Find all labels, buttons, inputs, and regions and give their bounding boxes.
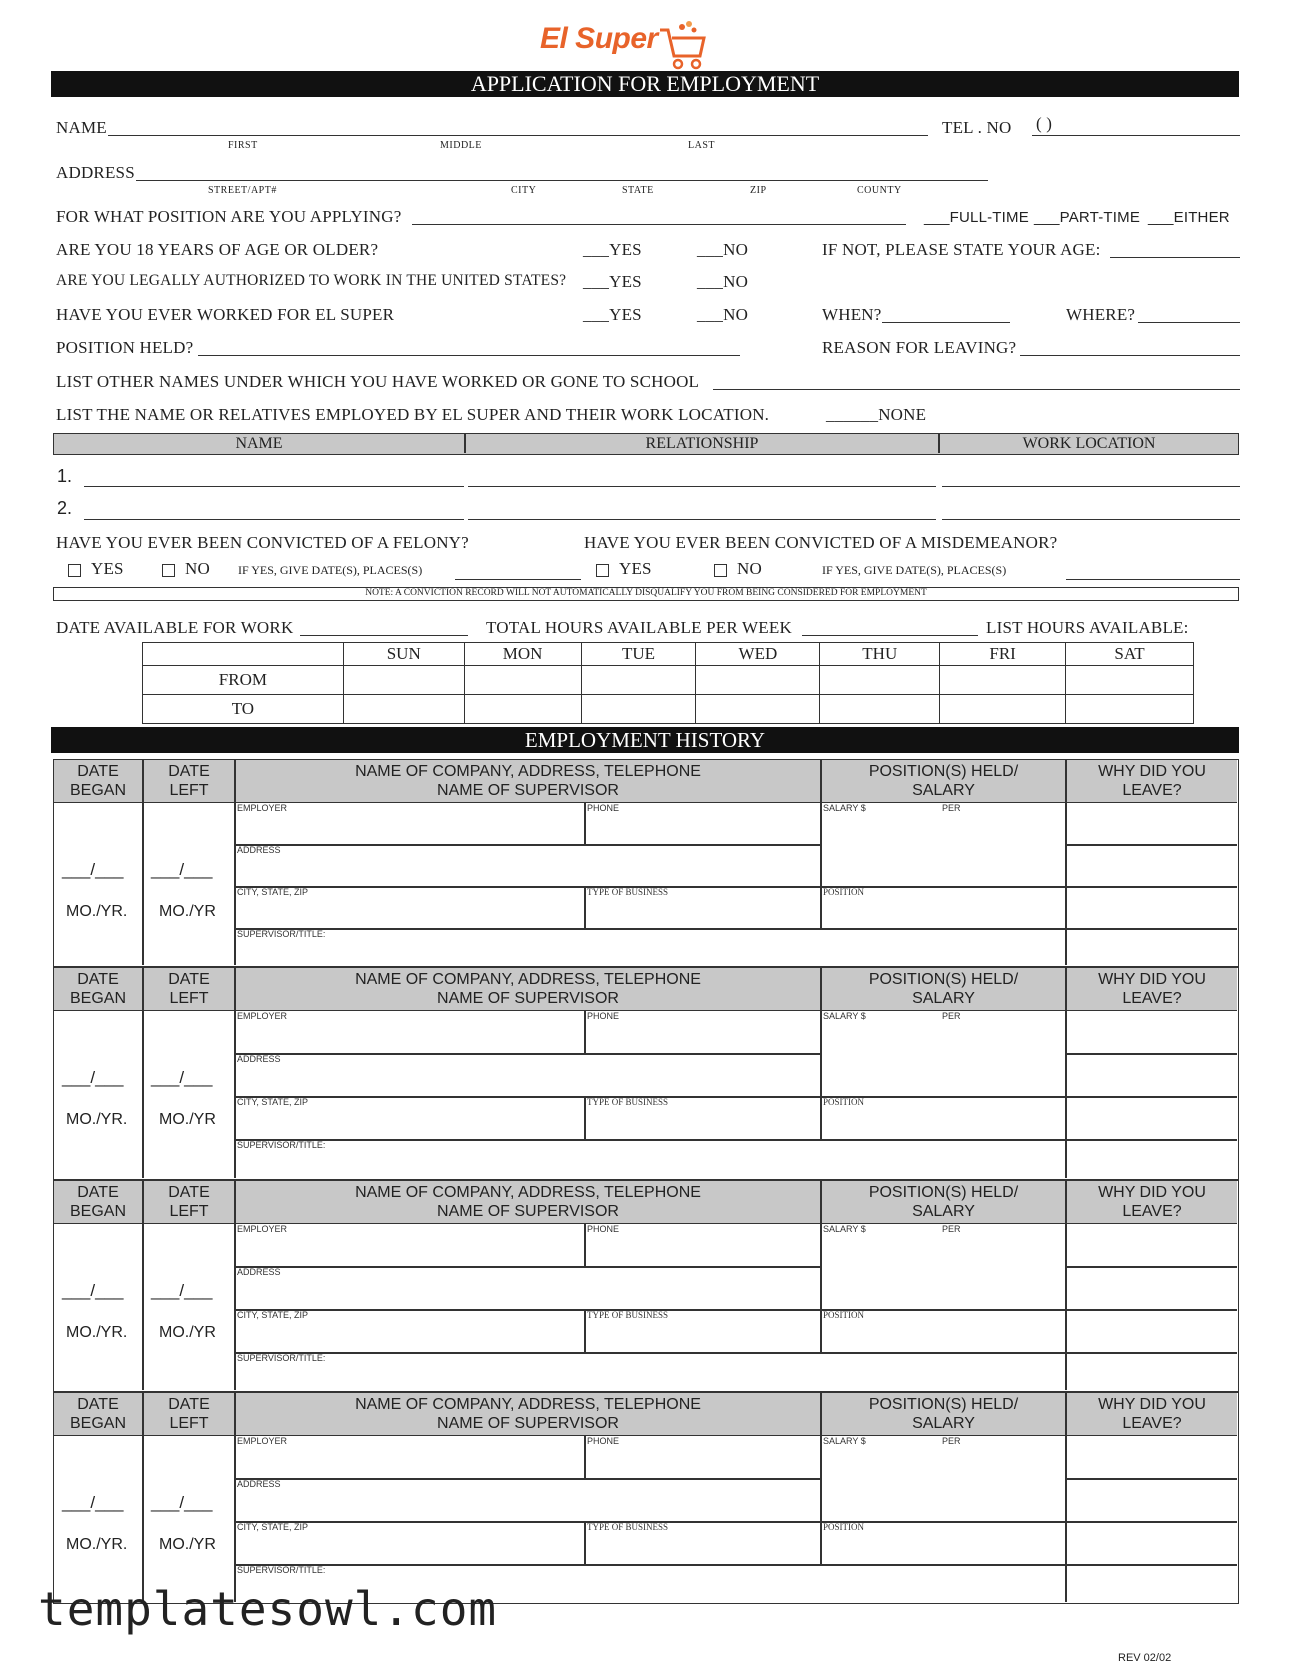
- last-sublabel: LAST: [688, 140, 715, 151]
- county-sublabel: COUNTY: [857, 185, 902, 196]
- address-label: ADDRESS: [237, 1479, 281, 1489]
- date-began-format: MO./YR.: [66, 1536, 128, 1553]
- hours-cell[interactable]: [820, 695, 940, 724]
- position-salary-header: POSITION(S) HELD/ SALARY: [868, 763, 1019, 799]
- why-leave-header: WHY DID YOU LEAVE?: [1098, 763, 1206, 799]
- relative-1-relationship[interactable]: [468, 486, 936, 487]
- date-left-format: MO./YR: [159, 1324, 216, 1341]
- position-question: FOR WHAT POSITION ARE YOU APPLYING?: [56, 207, 402, 226]
- age-no[interactable]: ___NO: [697, 240, 749, 259]
- position-held-field[interactable]: [198, 355, 740, 356]
- date-began-header: DATE BEGAN: [69, 763, 126, 799]
- date-began-header: DATE BEGAN: [69, 1184, 126, 1220]
- per-label: PER: [942, 803, 961, 813]
- watermark: templatesowl.com: [38, 1582, 498, 1636]
- reason-field[interactable]: [1020, 355, 1240, 356]
- company-header: NAME OF COMPANY, ADDRESS, TELEPHONE NAME OF SUPERVISOR: [355, 1396, 701, 1432]
- day-header: SAT: [1066, 643, 1194, 666]
- name-label: NAME: [56, 118, 107, 137]
- city-state-zip-label: CITY, STATE, ZIP: [237, 887, 309, 897]
- hours-cell[interactable]: [696, 666, 820, 695]
- date-left-header: DATE LEFT: [168, 1184, 210, 1220]
- phone-label: PHONE: [587, 1436, 620, 1446]
- hours-cell[interactable]: [1066, 695, 1194, 724]
- city-state-zip-label: CITY, STATE, ZIP: [237, 1097, 309, 1107]
- part-time-option[interactable]: ___PART-TIME: [1034, 209, 1141, 226]
- employer-label: EMPLOYER: [237, 1011, 288, 1021]
- day-header: FRI: [940, 643, 1066, 666]
- day-header: SUN: [343, 643, 464, 666]
- date-left-field[interactable]: ___/___: [151, 1493, 213, 1512]
- el-super-logo: [540, 18, 700, 70]
- misdemeanor-details-field[interactable]: [1066, 579, 1240, 580]
- hours-cell[interactable]: [464, 666, 581, 695]
- state-sublabel: STATE: [622, 185, 654, 196]
- date-left-header: DATE LEFT: [168, 763, 210, 799]
- relatives-header: [53, 433, 1239, 455]
- date-left-format: MO./YR: [159, 1536, 216, 1553]
- address-label: ADDRESS: [237, 1054, 281, 1064]
- logo-text: El Super: [540, 22, 658, 55]
- supervisor-label: SUPERVISOR/TITLE:: [237, 1565, 326, 1575]
- company-header: NAME OF COMPANY, ADDRESS, TELEPHONE NAME OF SUPERVISOR: [355, 971, 701, 1007]
- day-header: TUE: [581, 643, 696, 666]
- why-leave-header: WHY DID YOU LEAVE?: [1098, 1184, 1206, 1220]
- salary-label: SALARY $: [823, 1011, 866, 1021]
- employment-history-bar: [51, 727, 1239, 753]
- to-row-label: TO: [143, 695, 344, 724]
- conviction-note-box: [53, 587, 1239, 601]
- date-began-field[interactable]: ___/___: [62, 1493, 124, 1512]
- worked-yes[interactable]: ___YES: [583, 305, 642, 324]
- when-field[interactable]: [882, 322, 1010, 323]
- relative-1-name[interactable]: [84, 486, 464, 487]
- hours-cell[interactable]: [581, 695, 696, 724]
- first-sublabel: FIRST: [228, 140, 258, 151]
- shopping-cart-icon: [658, 18, 708, 70]
- form-title-bar: [51, 71, 1239, 97]
- hours-corner: [143, 643, 344, 666]
- either-option[interactable]: ___EITHER: [1148, 209, 1230, 226]
- other-names-field[interactable]: [713, 389, 1240, 390]
- age-field[interactable]: [1110, 257, 1240, 258]
- date-began-format: MO./YR.: [66, 903, 128, 920]
- position-salary-header: POSITION(S) HELD/ SALARY: [868, 1396, 1019, 1432]
- conviction-note: NOTE: A CONVICTION RECORD WILL NOT AUTOMATICALLY DISQUALIFY YOU FROM BEING CONSIDERED FOR EMPLOYMENT: [365, 588, 927, 598]
- relatives-label: LIST THE NAME OR RELATIVES EMPLOYED BY EL SUPER AND THEIR WORK LOCATION.: [56, 405, 770, 424]
- where-label: WHERE?: [1066, 305, 1136, 324]
- felony-question: HAVE YOU EVER BEEN CONVICTED OF A FELONY?: [56, 533, 469, 552]
- felony-details-field[interactable]: [455, 579, 581, 580]
- authorized-no[interactable]: ___NO: [697, 272, 749, 291]
- when-label: WHEN?: [822, 305, 882, 324]
- date-began-format: MO./YR.: [66, 1111, 128, 1128]
- position-label: POSITION: [823, 1522, 865, 1532]
- worked-no[interactable]: ___NO: [697, 305, 749, 324]
- checkbox-icon[interactable]: [596, 564, 609, 577]
- company-header: NAME OF COMPANY, ADDRESS, TELEPHONE NAME OF SUPERVISOR: [355, 1184, 701, 1220]
- date-left-format: MO./YR: [159, 1111, 216, 1128]
- address-label: ADDRESS: [56, 163, 135, 182]
- employment-history-title: EMPLOYMENT HISTORY: [524, 728, 766, 752]
- checkbox-icon[interactable]: [714, 564, 727, 577]
- date-began-header: DATE BEGAN: [69, 971, 126, 1007]
- hours-table: [142, 642, 1194, 724]
- position-field[interactable]: [412, 224, 906, 225]
- day-header: MON: [464, 643, 581, 666]
- checkbox-icon[interactable]: [162, 564, 175, 577]
- worked-question: HAVE YOU EVER WORKED FOR EL SUPER: [56, 305, 395, 324]
- relatives-name-header: NAME: [235, 435, 283, 452]
- salary-label: SALARY $: [823, 1436, 866, 1446]
- employer-label: EMPLOYER: [237, 1224, 288, 1234]
- date-began-field[interactable]: ___/___: [62, 1281, 124, 1300]
- type-of-business-label: TYPE OF BUSINESS: [587, 1097, 669, 1107]
- felony-yes-checkbox[interactable]: YES: [68, 559, 124, 579]
- date-available-field[interactable]: [300, 635, 468, 636]
- day-header: WED: [696, 643, 820, 666]
- reason-label: REASON FOR LEAVING?: [822, 338, 1017, 357]
- name-field[interactable]: [108, 135, 928, 136]
- street-sublabel: STREET/APT#: [208, 185, 277, 196]
- date-began-header: DATE BEGAN: [69, 1396, 126, 1432]
- full-time-option[interactable]: ___FULL-TIME: [924, 209, 1029, 226]
- hours-cell[interactable]: [343, 695, 464, 724]
- date-left-field[interactable]: ___/___: [151, 1281, 213, 1300]
- misdemeanor-if-yes-label: IF YES, GIVE DATE(S), PLACES(S): [822, 563, 1007, 577]
- date-available-label: DATE AVAILABLE FOR WORK: [56, 618, 294, 637]
- salary-label: SALARY $: [823, 1224, 866, 1234]
- per-label: PER: [942, 1224, 961, 1234]
- age-yes[interactable]: ___YES: [583, 240, 642, 259]
- address-label: ADDRESS: [237, 845, 281, 855]
- relative-1-location[interactable]: [942, 486, 1240, 487]
- date-left-field[interactable]: ___/___: [151, 1068, 213, 1087]
- type-of-business-label: TYPE OF BUSINESS: [587, 1310, 669, 1320]
- hours-cell[interactable]: [464, 695, 581, 724]
- address-field[interactable]: [136, 180, 988, 181]
- position-salary-header: POSITION(S) HELD/ SALARY: [868, 1184, 1019, 1220]
- city-state-zip-label: CITY, STATE, ZIP: [237, 1310, 309, 1320]
- per-label: PER: [942, 1011, 961, 1021]
- felony-no-checkbox[interactable]: NO: [162, 559, 210, 579]
- relative-2-name[interactable]: [84, 519, 464, 520]
- age-question: ARE YOU 18 YEARS OF AGE OR OLDER?: [56, 240, 379, 259]
- date-left-header: DATE LEFT: [168, 1396, 210, 1432]
- where-field[interactable]: [1138, 322, 1240, 323]
- tel-label: TEL . NO: [942, 118, 1012, 137]
- per-label: PER: [942, 1436, 961, 1446]
- date-left-format: MO./YR: [159, 903, 216, 920]
- relatives-location-header: WORK LOCATION: [1022, 435, 1156, 452]
- position-label: POSITION: [823, 1310, 865, 1320]
- authorized-yes[interactable]: ___YES: [583, 272, 642, 291]
- city-sublabel: CITY: [511, 185, 537, 196]
- position-label: POSITION: [823, 887, 865, 897]
- felony-if-yes-label: IF YES, GIVE DATE(S), PLACES(S): [238, 563, 423, 577]
- relatives-relationship-header: RELATIONSHIP: [645, 435, 759, 452]
- city-state-zip-label: CITY, STATE, ZIP: [237, 1522, 309, 1532]
- date-left-field[interactable]: ___/___: [151, 860, 213, 879]
- authorized-question: ARE YOU LEGALLY AUTHORIZED TO WORK IN THE UNITED STATES?: [56, 272, 567, 289]
- supervisor-label: SUPERVISOR/TITLE:: [237, 929, 326, 939]
- hours-cell[interactable]: [1066, 666, 1194, 695]
- hours-cell[interactable]: [696, 695, 820, 724]
- tel-paren: ( ): [1036, 114, 1053, 133]
- age-if-not-label: IF NOT, PLEASE STATE YOUR AGE:: [822, 240, 1101, 259]
- list-hours-label: LIST HOURS AVAILABLE:: [986, 618, 1189, 637]
- hours-cell[interactable]: [940, 695, 1066, 724]
- date-began-format: MO./YR.: [66, 1324, 128, 1341]
- date-began-field[interactable]: ___/___: [62, 860, 124, 879]
- revision-label: REV 02/02: [1118, 1652, 1172, 1664]
- total-hours-label: TOTAL HOURS AVAILABLE PER WEEK: [486, 618, 792, 637]
- date-began-field[interactable]: ___/___: [62, 1068, 124, 1087]
- employer-label: EMPLOYER: [237, 803, 288, 813]
- form-title: APPLICATION FOR EMPLOYMENT: [470, 71, 820, 96]
- phone-label: PHONE: [587, 1011, 620, 1021]
- middle-sublabel: MIDDLE: [440, 140, 482, 151]
- relatives-none-option[interactable]: ______NONE: [826, 405, 927, 424]
- checkbox-icon[interactable]: [68, 564, 81, 577]
- address-label: ADDRESS: [237, 1267, 281, 1277]
- misdemeanor-no-checkbox[interactable]: NO: [714, 559, 762, 579]
- type-of-business-label: TYPE OF BUSINESS: [587, 887, 669, 897]
- supervisor-label: SUPERVISOR/TITLE:: [237, 1353, 326, 1363]
- position-held-label: POSITION HELD?: [56, 338, 194, 357]
- why-leave-header: WHY DID YOU LEAVE?: [1098, 971, 1206, 1007]
- total-hours-field[interactable]: [802, 635, 978, 636]
- employment-block: [53, 1392, 1239, 1604]
- phone-label: PHONE: [587, 803, 620, 813]
- day-header: THU: [820, 643, 940, 666]
- from-row-label: FROM: [143, 666, 344, 695]
- employment-block: [53, 759, 1239, 967]
- hours-cell[interactable]: [820, 666, 940, 695]
- why-leave-header: WHY DID YOU LEAVE?: [1098, 1396, 1206, 1432]
- date-left-header: DATE LEFT: [168, 971, 210, 1007]
- relative-2-relationship[interactable]: [468, 519, 936, 520]
- tel-field[interactable]: [1032, 135, 1240, 136]
- misdemeanor-question: HAVE YOU EVER BEEN CONVICTED OF A MISDEMEANOR?: [584, 533, 1058, 552]
- company-header: NAME OF COMPANY, ADDRESS, TELEPHONE NAME OF SUPERVISOR: [355, 763, 701, 799]
- phone-label: PHONE: [587, 1224, 620, 1234]
- misdemeanor-yes-checkbox[interactable]: YES: [596, 559, 652, 579]
- supervisor-label: SUPERVISOR/TITLE:: [237, 1140, 326, 1150]
- hours-cell[interactable]: [343, 666, 464, 695]
- relative-2-location[interactable]: [942, 519, 1240, 520]
- position-salary-header: POSITION(S) HELD/ SALARY: [868, 971, 1019, 1007]
- type-of-business-label: TYPE OF BUSINESS: [587, 1522, 669, 1532]
- employment-block: [53, 1180, 1239, 1392]
- hours-cell[interactable]: [940, 666, 1066, 695]
- salary-label: SALARY $: [823, 803, 866, 813]
- relative-row-number: 2.: [57, 498, 73, 518]
- relative-row-number: 1.: [57, 466, 73, 486]
- employer-label: EMPLOYER: [237, 1436, 288, 1446]
- hours-cell[interactable]: [581, 666, 696, 695]
- position-label: POSITION: [823, 1097, 865, 1107]
- zip-sublabel: ZIP: [750, 185, 767, 196]
- other-names-label: LIST OTHER NAMES UNDER WHICH YOU HAVE WORKED OR GONE TO SCHOOL: [56, 372, 700, 391]
- employment-block: [53, 967, 1239, 1180]
